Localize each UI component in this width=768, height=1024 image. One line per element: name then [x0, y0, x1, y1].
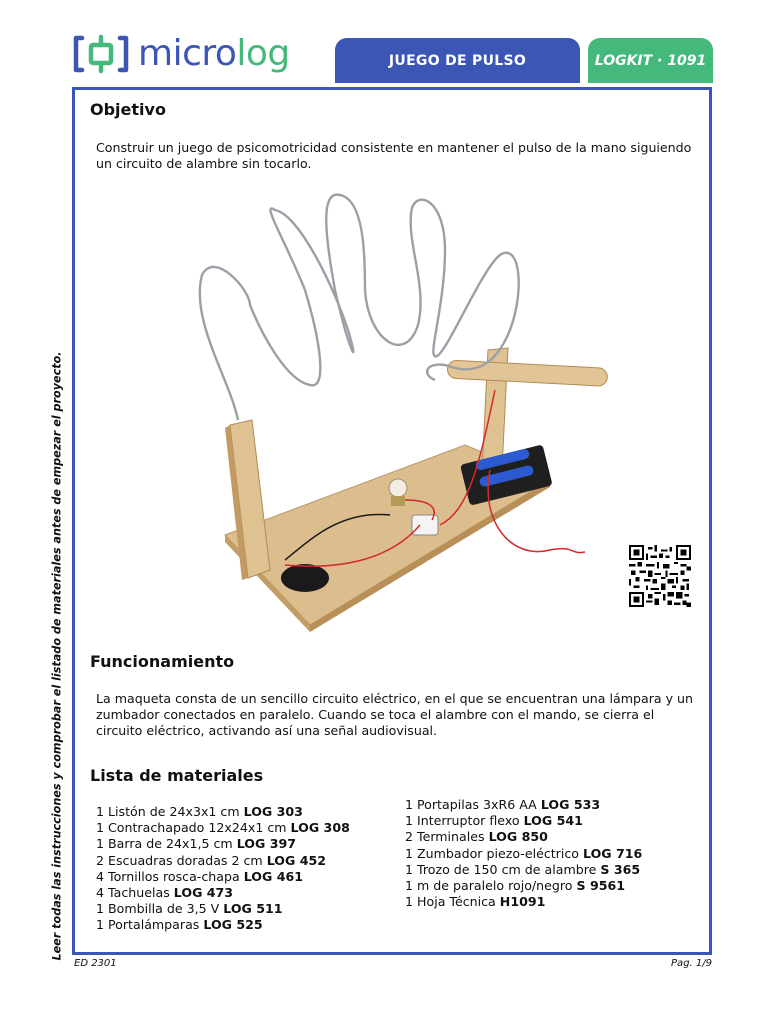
material-ref: LOG 473: [173, 885, 234, 901]
objetivo-text: Construir un juego de psicomotricidad consistente en mantener el pulso de la mano siguiendo un circuito de alambre sin tocarlo.: [96, 140, 692, 171]
material-ref: S 9561: [576, 878, 626, 894]
wire-circuit: [200, 195, 519, 420]
brand-wordmark: [138, 34, 290, 74]
header-code-tab: [588, 38, 713, 83]
brand-word-micro: micro: [138, 33, 237, 74]
header-title: JUEGO DE PULSO: [388, 52, 527, 69]
material-desc: 1 Bombilla de 3,5 V: [96, 901, 220, 917]
material-ref: LOG 452: [266, 852, 327, 868]
material-ref: LOG 397: [236, 836, 296, 852]
material-item: [96, 885, 396, 901]
material-ref: LOG 716: [583, 845, 643, 861]
material-ref: LOG 461: [243, 868, 303, 884]
material-desc: 4 Tachuelas: [96, 885, 170, 901]
material-item: [405, 846, 705, 862]
material-desc: 1 Zumbador piezo-eléctrico: [405, 845, 579, 861]
material-item: [405, 797, 705, 813]
footer-code: ED 2301: [74, 958, 117, 969]
material-item: [96, 820, 396, 836]
material-item: [96, 853, 396, 869]
material-item: [405, 829, 705, 845]
material-item: [96, 901, 396, 917]
brand-word-log: log: [236, 33, 290, 74]
material-desc: 1 Contrachapado 12x24x1 cm: [96, 820, 287, 836]
material-item: [405, 862, 705, 878]
funcionamiento-text: La maqueta consta de un sencillo circuito eléctrico, en el que se encuentran una lámpara y un zumbador conectados en paralelo. Cuando se toca el alambre con el mando, se cierra el circuito eléctrico, activando así una señal audiovisual.: [96, 691, 694, 738]
material-ref: LOG 533: [540, 797, 601, 812]
material-item: [96, 836, 396, 852]
material-desc: 1 m de paralelo rojo/negro: [405, 878, 573, 894]
material-desc: 1 Hoja Técnica: [405, 894, 496, 910]
buzzer: [281, 564, 329, 592]
material-item: [96, 917, 396, 933]
product-photo: [190, 180, 610, 640]
material-desc: 1 Interruptor flexo: [405, 813, 520, 829]
material-desc: 1 Listón de 24x3x1 cm: [96, 804, 240, 819]
objetivo-heading: Objetivo: [90, 100, 166, 119]
material-ref: LOG 308: [290, 820, 350, 836]
material-item: [405, 894, 705, 910]
material-desc: 2 Escuadras doradas 2 cm: [96, 852, 263, 868]
material-ref: LOG 525: [203, 917, 263, 933]
material-desc: 1 Portapilas 3xR6 AA: [405, 797, 537, 812]
side-note: Leer todas las instrucciones y comprobar el listado de materiales antes de empezar el proyecto.: [50, 351, 64, 961]
material-ref: H1091: [499, 894, 546, 910]
material-item: [96, 869, 396, 885]
material-item: [405, 878, 705, 894]
materials-list-col1: [96, 804, 396, 934]
material-ref: S 365: [600, 861, 641, 877]
material-ref: LOG 511: [223, 901, 283, 917]
header-title-tab: [335, 38, 580, 83]
materiales-heading: Lista de materiales: [90, 766, 264, 785]
material-desc: 1 Barra de 24x1,5 cm: [96, 836, 233, 852]
lamp-bulb: [389, 479, 407, 497]
material-item: [96, 804, 396, 820]
material-ref: LOG 303: [243, 804, 303, 819]
material-item: [405, 813, 705, 829]
footer-page: Pag. 1/9: [671, 958, 712, 969]
materials-list-col2: [405, 797, 705, 910]
material-desc: 2 Terminales: [405, 829, 485, 845]
qr-code[interactable]: [626, 545, 694, 607]
brand-logo: [72, 34, 290, 74]
switch: [412, 515, 438, 535]
material-desc: 1 Trozo de 150 cm de alambre: [405, 861, 597, 877]
header-code: LOGKIT · 1091: [594, 52, 707, 69]
handle-bar: [447, 360, 608, 386]
material-ref: LOG 541: [523, 813, 583, 829]
material-desc: 4 Tornillos rosca-chapa: [96, 868, 240, 884]
microlog-logo-icon: [72, 34, 130, 74]
funcionamiento-heading: Funcionamiento: [90, 652, 235, 671]
material-ref: LOG 850: [488, 829, 548, 845]
material-desc: 1 Portalámparas: [96, 917, 200, 933]
